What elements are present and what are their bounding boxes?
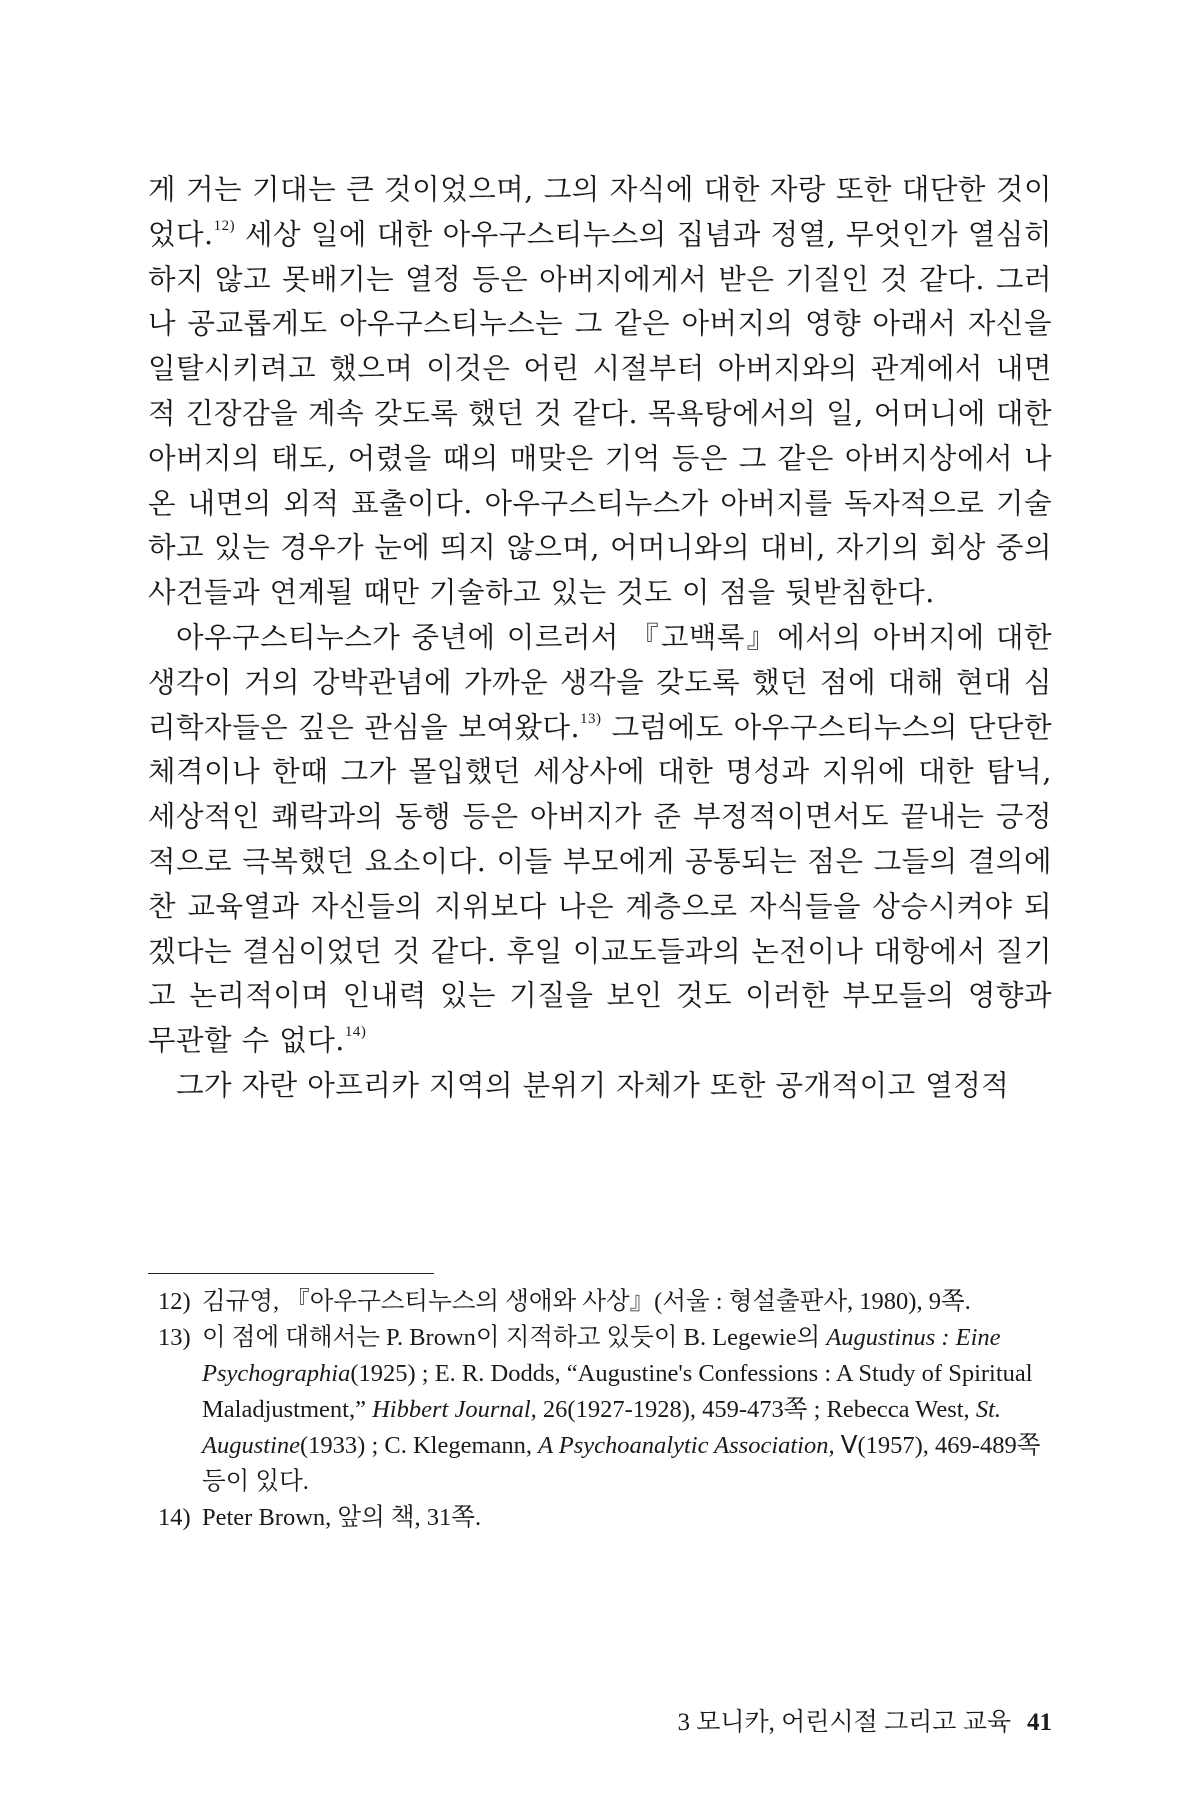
footnotes — [158, 1284, 1050, 1536]
paragraph-1-part-a: 게 거는 기대는 큰 것이었으며, 그의 자식에 대한 자랑 또한 대단한 것이었다. — [148, 173, 1052, 251]
footnote-text-segment: Ⅴ(1957), 469-489쪽 등이 있다. — [202, 1432, 1041, 1495]
footnote-ref-14[interactable]: 14) — [344, 1024, 367, 1041]
footnote-14 — [158, 1500, 1050, 1536]
footnote-number: 13) — [158, 1324, 191, 1351]
paragraph-2 — [148, 616, 1052, 1064]
footnote-ref-12[interactable]: 12) — [213, 217, 236, 234]
footnote-divider — [148, 1273, 434, 1274]
footnote-text-segment: (1925) ; E. R. Dodds, “Augustine's Confessions : A Study of Spiritual Maladjustment,” — [202, 1360, 1033, 1423]
paragraph-2-part-a: 아우구스티누스가 중년에 이르러서 『고백록』에서의 아버지에 대한 생각이 거의 강박관념에 가까운 생각을 갖도록 했던 점에 대해 현대 심리학자들은 깊은 관심을 보여왔다. — [148, 620, 1052, 744]
footnote-13 — [158, 1320, 1050, 1500]
footnote-text-segment: (1933) ; C. Klegemann, — [300, 1432, 539, 1459]
chapter-title: 3 모니카, 어린시절 그리고 교육 — [677, 1709, 1011, 1736]
work-title: Augustinus : Eine Psychographia — [202, 1324, 1001, 1387]
paragraph-2-part-b: 그럼에도 아우구스티누스의 단단한 체격이나 한때 그가 몰입했던 세상사에 대한 명성과 지위에 대한 탐닉, 세상적인 쾌락과의 동행 등은 아버지가 준 부정적이면서도 끝내는 긍정적으로 극복했던 요소이다. 이들 부모에게 공통되는 점은 그들의 결의에 찬 교육열과 자신들의 지위보다 나은 계층으로 자식들을 상승시켜야 되겠다는 결심이었던 것 같다. 후일 이교도들과의 논전이나 대항에서 질기고 논리적이며 인내력 있는 기질을 보인 것도 이러한 부모들의 영향과 무관할 수 없다. — [148, 710, 1052, 1058]
page-number: 41 — [1027, 1709, 1052, 1736]
footnote-12 — [158, 1284, 1050, 1320]
footnote-ref-13[interactable]: 13) — [580, 710, 602, 727]
paragraph-1 — [148, 168, 1052, 616]
running-footer — [677, 1702, 1052, 1738]
footnote-text — [202, 1320, 1050, 1500]
footnote-number: 12) — [158, 1288, 191, 1315]
work-title: St. Augustine — [202, 1396, 1001, 1459]
paragraph-1-part-b: 세상 일에 대한 아우구스티누스의 집념과 정열, 무엇인가 열심히 하지 않고 못배기는 열정 등은 아버지에게서 받은 기질인 것 같다. 그러나 공교롭게도 아우구스티누스는 그 같은 아버지의 영향 아래서 자신을 일탈시키려고 했으며 이것은 어린 시절부터 아버지와의 관계에서 내면적 긴장감을 계속 갖도록 했던 것 같다. 목욕탕에서의 일, 어머니에 대한 아버지의 태도, 어렸을 때의 매맞은 기억 등은 그 같은 아버지상에서 나온 내면의 외적 표출이다. 아우구스티누스가 아버지를 독자적으로 기술하고 있는 경우가 눈에 띄지 않으며, 어머니와의 대비, 자기의 회상 중의 사건들과 연계될 때만 기술하고 있는 것도 이 점을 뒷받침한다. — [148, 217, 1052, 610]
footnote-text: Peter Brown, 앞의 책, 31쪽. — [202, 1504, 482, 1531]
journal-title: Hibbert Journal, — [372, 1396, 537, 1423]
footnote-number: 14) — [158, 1504, 191, 1531]
paragraph-3: 그가 자란 아프리카 지역의 분위기 자체가 또한 공개적이고 열정적 — [176, 1068, 1010, 1102]
footnote-text: 김규영, 『아우구스티누스의 생애와 사상』(서울 : 형설출판사, 1980), 9쪽. — [202, 1288, 971, 1315]
footnote-text-segment: 26(1927-1928), 459-473쪽 ; Rebecca West, — [536, 1396, 976, 1423]
footnote-text-segment: 이 점에 대해서는 P. Brown이 지적하고 있듯이 B. Legewie의 — [202, 1324, 827, 1351]
body-text — [148, 168, 1052, 1109]
work-title: A Psychoanalytic Association, — [538, 1432, 835, 1459]
